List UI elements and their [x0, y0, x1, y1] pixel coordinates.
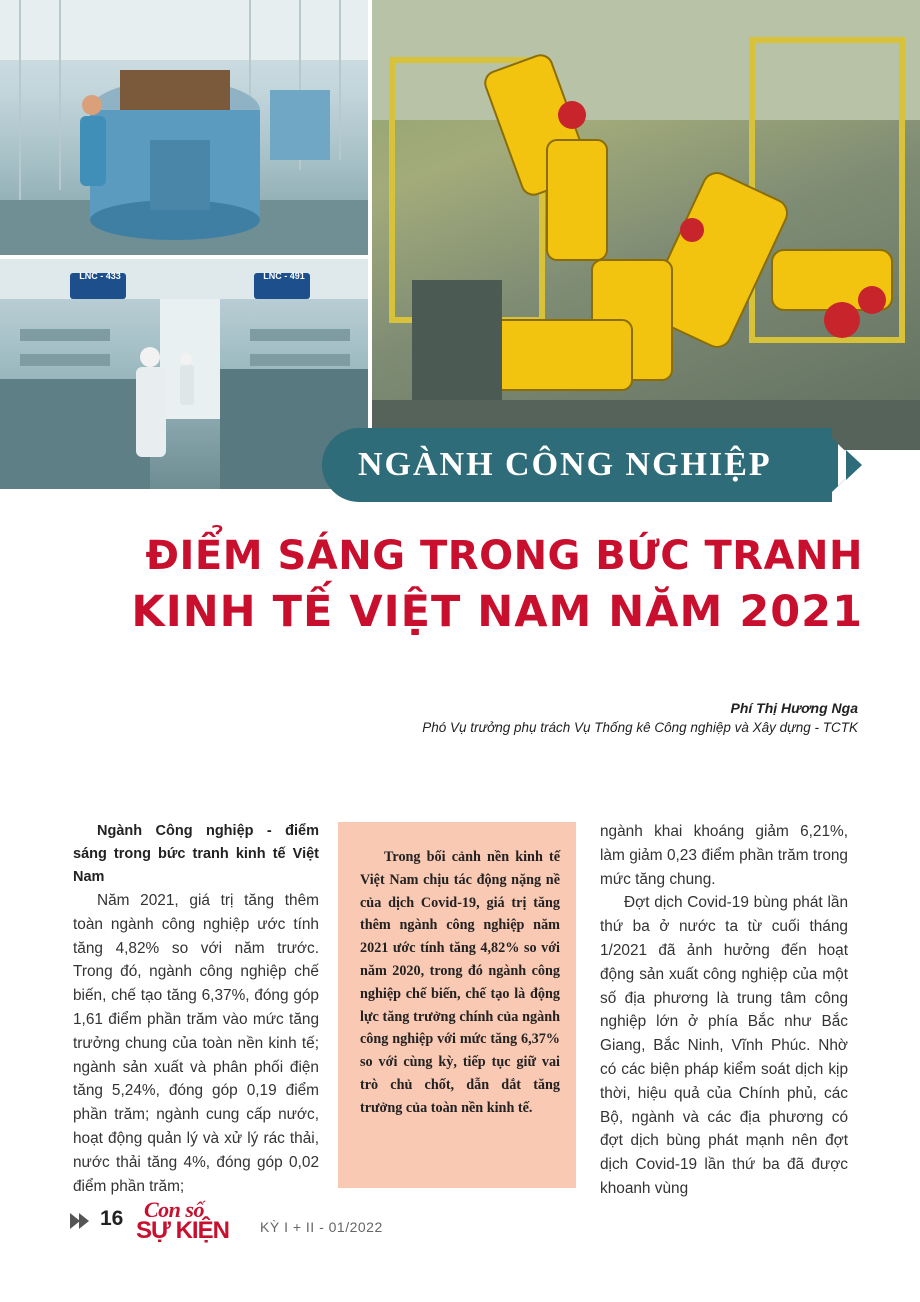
- article-title-line-1: ĐIỂM SÁNG TRONG BỨC TRANH: [145, 533, 863, 579]
- article-title: [131, 530, 863, 642]
- page-footer: [70, 1197, 450, 1244]
- section-subheading: Ngành Công nghiệp - điểm sáng trong bức tranh kinh tế Việt Nam: [73, 823, 319, 885]
- pull-quote: [338, 822, 576, 1188]
- issue-label: KỲ I + II - 01/2022: [260, 1219, 383, 1235]
- page-number: 16: [100, 1207, 124, 1230]
- machine-label-b: LNC - 491: [263, 271, 305, 281]
- banner-chevron-inner-icon: [846, 450, 862, 480]
- textile-factory-illustration: [0, 0, 368, 255]
- body-paragraph-2: Đợt dịch Covid-19 bùng phát lần thứ ba ở nước ta từ cuối tháng 1/2021 đã ảnh hưởng đến hoạt động sản xuất công nghiệp của một số địa phương là trung tâm công nghiệp lớn ở phía Bắc như Bắc Giang, Bắc Ninh, Vĩnh Phúc. Nhờ có các biện pháp kiểm soát dịch kịp thời, hiệu quả của Chính phủ, các Bộ, ngành và các địa phương có đợt dịch bùng phát mạnh nên đợt dịch Covid-19 lần thứ ba đã được khoanh vùng: [600, 894, 848, 1197]
- photo-textile-factory: [0, 0, 368, 255]
- industrial-robots-illustration: [372, 0, 920, 450]
- machine-label-a: LNC - 433: [79, 271, 121, 281]
- photo-industrial-robots: [372, 0, 920, 450]
- byline: [422, 698, 858, 738]
- body-column-right: [600, 820, 848, 1201]
- photo-assembly-line: [0, 259, 368, 489]
- section-banner: [322, 428, 832, 502]
- article-title-line-2: KINH TẾ VIỆT NAM NĂM 2021: [131, 587, 863, 637]
- author-role: Phó Vụ trưởng phụ trách Vụ Thống kê Công nghiệp và Xây dựng - TCTK: [422, 720, 858, 735]
- body-paragraph-1: Năm 2021, giá trị tăng thêm toàn ngành công nghiệp ước tính tăng 4,82% so với năm trước. Trong đó, ngành công nghiệp chế biến, chế tạo tăng 6,37%, đóng góp 1,61 điểm phần trăm vào mức tăng trưởng chung của toàn nền kinh tế; ngành sản xuất và phân phối điện tăng 5,24%, đóng góp 0,19 điểm phần trăm; ngành cung cấp nước, hoạt động quản lý và xử lý rác thải, nước thải tăng 4%, đóng góp 0,02 điểm phần trăm;: [73, 892, 319, 1195]
- body-paragraph-1-continued: ngành khai khoáng giảm 6,21%, làm giảm 0,23 điểm phần trăm trong mức tăng chung.: [600, 823, 848, 888]
- assembly-line-illustration: [0, 259, 368, 489]
- brand-logo: [136, 1197, 246, 1244]
- pull-quote-text: Trong bối cảnh nền kinh tế Việt Nam chịu tác động nặng nề của dịch Covid-19, giá trị tăng thêm ngành công nghiệp năm 2021 ước tính tăng 4,82% so với năm 2020, trong đó ngành công nghiệp chế biến, chế tạo là động lực tăng trưởng chính của ngành công nghiệp với mức tăng 6,37% so với cùng kỳ, tiếp tục giữ vai trò chủ chốt, dẫn dắt tăng trưởng của toàn nền kinh tế.: [360, 849, 560, 1116]
- section-banner-label: NGÀNH CÔNG NGHIỆP: [358, 446, 772, 483]
- brand-logo-top: Con số: [144, 1197, 204, 1222]
- body-column-left: [73, 820, 319, 1198]
- author-name: Phí Thị Hương Nga: [730, 700, 858, 716]
- brand-logo-bottom: SỰ KIỆN: [136, 1217, 229, 1244]
